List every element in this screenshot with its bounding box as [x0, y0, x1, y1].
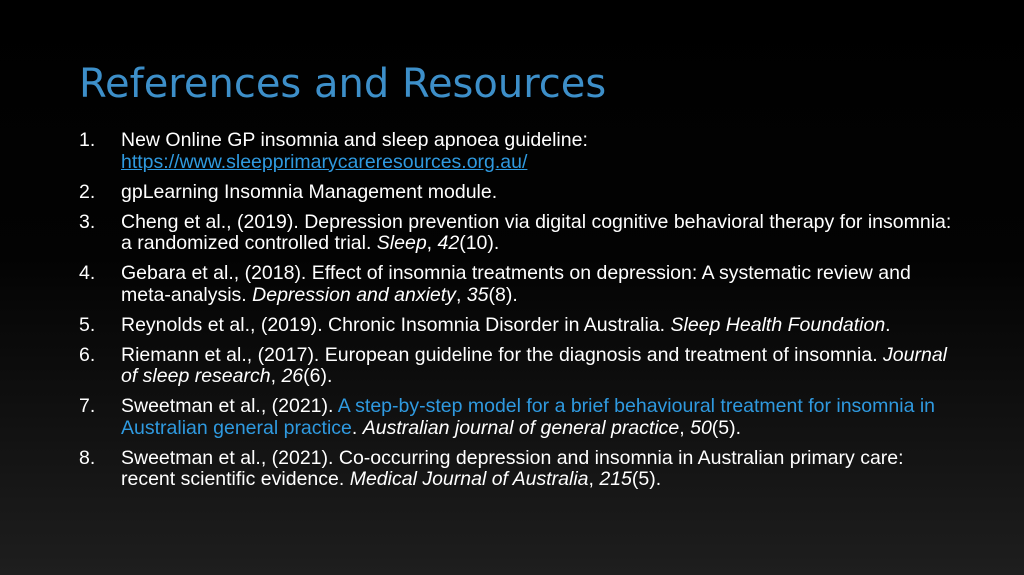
reference-text [121, 315, 959, 337]
reference-journal: Medical Journal of Australia [349, 468, 589, 490]
reference-item [79, 212, 959, 255]
reference-description: Cheng et al., (2019). Depression prevention via digital cognitive behavioral therapy for insomnia: a randomized controlled trial. [121, 210, 952, 254]
reference-journal: Sleep [376, 232, 427, 254]
reference-journal: Journal of sleep research [121, 343, 948, 387]
reference-item [79, 315, 959, 337]
reference-issue: (8). [488, 283, 518, 306]
reference-number: 2. [79, 180, 96, 203]
reference-list [79, 130, 959, 499]
reference-after-title: . [351, 416, 363, 439]
reference-issue: (6). [303, 365, 333, 387]
reference-number: 5. [79, 313, 96, 336]
reference-item [79, 263, 959, 306]
reference-separator: , [679, 416, 691, 439]
reference-issue: (10). [459, 232, 500, 254]
reference-number: 6. [79, 343, 96, 366]
reference-text [121, 263, 959, 306]
reference-separator: , [426, 232, 438, 254]
reference-item [79, 396, 959, 439]
reference-volume: 42 [437, 232, 460, 254]
reference-volume: 35 [466, 283, 489, 306]
reference-description: Sweetman et al., (2021). Co-occurring depression and insomnia in Australian primary care: recent scientific evidence. [121, 446, 904, 490]
reference-volume: 215 [599, 468, 632, 490]
reference-description: Gebara et al., (2018). Effect of insomnia treatments on depression: A systematic review and meta-analysis. [121, 262, 911, 306]
reference-number: 8. [79, 446, 96, 469]
reference-text [121, 130, 959, 173]
reference-text [121, 182, 959, 204]
reference-journal: Australian journal of general practice [362, 416, 680, 439]
reference-number: 3. [79, 210, 96, 233]
reference-number: 4. [79, 262, 96, 284]
reference-issue: (5). [711, 416, 742, 439]
reference-item [79, 130, 959, 173]
reference-volume: 26 [281, 365, 304, 387]
reference-volume: 50 [690, 416, 712, 439]
reference-number: 1. [79, 129, 96, 151]
reference-item [79, 448, 959, 491]
reference-description: gpLearning Insomnia Management module. [121, 180, 498, 203]
reference-text [121, 396, 959, 439]
article-title-link[interactable]: A step-by-step model for a brief behavioural treatment for insomnia in Australian general practice [121, 395, 936, 439]
reference-item [79, 345, 959, 388]
reference-journal: Sleep Health Foundation [670, 313, 886, 336]
reference-separator: , [270, 365, 282, 387]
reference-text [121, 448, 959, 491]
reference-description: New Online GP insomnia and sleep apnoea guideline: [121, 129, 588, 151]
reference-text [121, 212, 959, 255]
reference-description: Riemann et al., (2017). European guideline for the diagnosis and treatment of insomnia. [121, 343, 884, 366]
slide-title: References and Resources [79, 61, 607, 107]
reference-issue: (5). [631, 468, 662, 490]
reference-separator: , [455, 283, 467, 306]
reference-number: 7. [79, 395, 96, 417]
guideline-link[interactable]: https://www.sleepprimarycareresources.org.au/ [121, 150, 528, 173]
reference-text [121, 345, 959, 388]
reference-description: Sweetman et al., (2021). [121, 395, 338, 417]
reference-end: . [885, 313, 891, 336]
reference-item [79, 182, 959, 204]
reference-description: Reynolds et al., (2019). Chronic Insomnia Disorder in Australia. [121, 313, 671, 336]
reference-journal: Depression and anxiety [252, 283, 456, 306]
reference-separator: , [588, 468, 600, 490]
